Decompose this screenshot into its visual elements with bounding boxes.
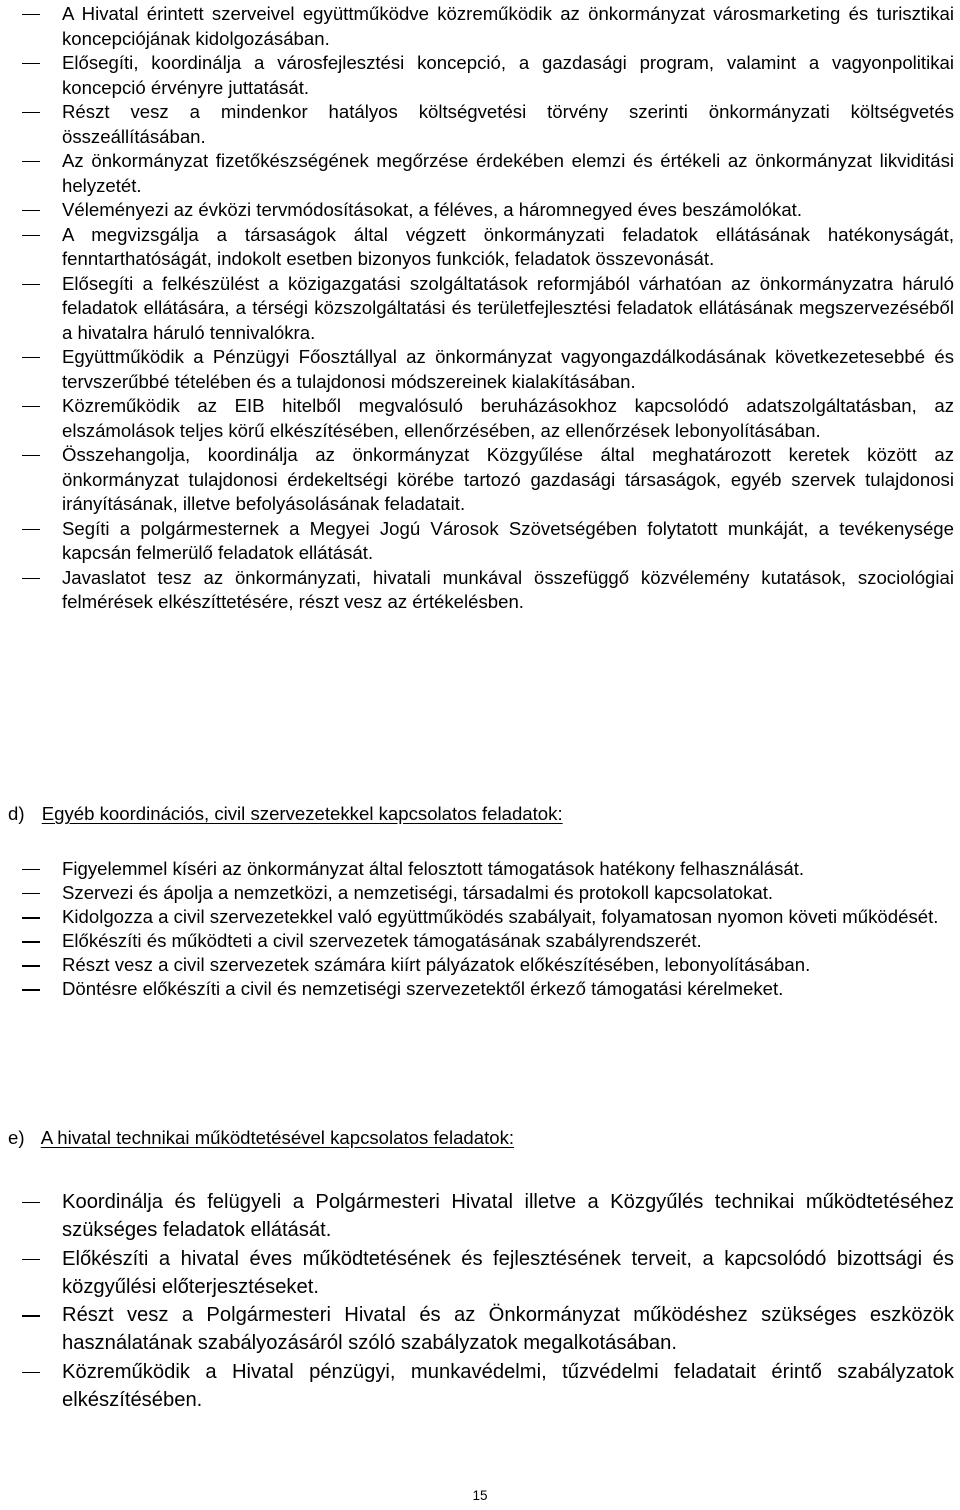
dash-bullet-icon [22, 941, 40, 942]
list-item-text: Koordinálja és felügyeli a Polgármesteri Hivatal illetve a Közgyűlés technikai működtetéséhez szükséges feladatok ellátását. [62, 1191, 954, 1242]
list-item-text: Részt vesz a mindenkor hatályos költségvetési törvény szerinti önkormányzati költségvetés összeállításában. [62, 101, 954, 147]
dash-bullet-icon [22, 1202, 40, 1203]
dash-bullet-icon [22, 63, 40, 64]
list-item-text: Az önkormányzat fizetőkészségének megőrzése érdekében elemzi és értékeli az önkormányzat likviditási helyzetét. [62, 150, 954, 196]
dash-bullet-icon [22, 893, 40, 894]
list-item-text: Véleményezi az évközi tervmódosításokat, a féléves, a háromnegyed éves beszámolókat. [62, 199, 803, 220]
dash-bullet-icon [22, 112, 40, 113]
list-item [0, 881, 958, 905]
list-item-text: Javaslatot tesz az önkormányzati, hivatali munkával összefüggő közvélemény kutatások, szociológiai felmérések elkészíttetésére, részt vesz az értékelésben. [62, 566, 954, 612]
list-item [0, 977, 958, 1001]
dash-bullet-icon [22, 284, 40, 285]
list-item [0, 1358, 958, 1415]
section-e-label: e) [8, 1127, 25, 1148]
list-item-text: Döntésre előkészíti a civil és nemzetiségi szervezetektől érkező támogatási kérelmeket. [62, 978, 784, 1000]
list-item-text: Kidolgozza a civil szervezetekkel való együttműködés szabályait, folyamatosan nyomon követi működését. [62, 906, 939, 928]
list-item-text: A Hivatal érintett szerveivel együttműködve közreműködik az önkormányzat városmarketing és turisztikai koncepciójának kidolgozásában. [62, 3, 954, 49]
list-item-text: Szervezi és ápolja a nemzetközi, a nemzetiségi, társadalmi és protokoll kapcsolatokat. [62, 882, 774, 904]
list-item-text: Közreműködik az EIB hitelből megvalósuló beruházásokhoz kapcsolódó adatszolgáltatásban, az elszámolások teljes körű elkészítésében, ellenőrzésében, az ellenőrzések lebonyolításában. [62, 395, 954, 441]
dash-bullet-icon [22, 357, 40, 358]
list-item [0, 149, 958, 198]
section-d-title: Egyéb koordinációs, civil szervezetekkel kapcsolatos feladatok: [41, 803, 563, 824]
dash-bullet-icon [22, 1259, 40, 1260]
list-item [0, 1188, 958, 1245]
list-item-text: Összehangolja, koordinálja az önkormányzat Közgyűlése által meghatározott keretek között az önkormányzat tulajdonosi érdekeltségi körébe tartozó gazdasági társaságok, egyéb szervek tulajdonosi irányításának, illetve befolyásolásának feladatait. [62, 444, 954, 514]
section-d-heading [8, 802, 563, 826]
list-item [0, 929, 958, 953]
list-item-text: Elősegíti a felkészülést a közigazgatási szolgáltatások reformjából várhatóan az önkormányzatra háruló feladatok ellátására, a térségi közszolgáltatási és területfejlesztési feladatok ellátásának megszervezéséből a hivatalra háruló tennivalókra. [62, 272, 954, 343]
dash-bullet-icon [22, 161, 40, 162]
list-item-text: Együttműködik a Pénzügyi Főosztállyal az önkormányzat vagyongazdálkodásának következetesebbé és tervszerűbbé tételében és a tulajdonosi módszereinek kialakításában. [62, 346, 954, 392]
list-item-text: Részt vesz a civil szervezetek számára kiírt pályázatok előkészítésében, lebonyolításában. [62, 954, 811, 976]
section-c-list [0, 2, 958, 615]
list-item-text: Figyelemmel kíséri az önkormányzat által felosztott támogatások hatékony felhasználását. [62, 858, 805, 879]
list-item [0, 100, 958, 149]
section-d-label: d) [8, 803, 25, 824]
list-item [0, 953, 958, 977]
dash-bullet-icon [22, 578, 40, 579]
section-d-list [0, 857, 958, 1002]
list-item [0, 394, 958, 443]
section-e-list [0, 1188, 958, 1414]
list-item [0, 517, 958, 566]
dash-bullet-icon [22, 1315, 40, 1316]
list-item-text: Közreműködik a Hivatal pénzügyi, munkavédelmi, tűzvédelmi feladatait érintő szabályzatok elkészítésében. [62, 1360, 954, 1412]
list-item [0, 51, 958, 100]
dash-bullet-icon [22, 965, 40, 966]
list-item [0, 223, 958, 272]
dash-bullet-icon [22, 235, 40, 236]
dash-bullet-icon [22, 529, 40, 530]
list-item-text: Előkészíti a hivatal éves működtetésének és fejlesztésének terveit, a kapcsolódó bizottsági és közgyűlési előterjesztéseket. [62, 1247, 954, 1298]
section-e-title: A hivatal technikai működtetésével kapcsolatos feladatok: [40, 1127, 515, 1148]
list-item [0, 1301, 958, 1358]
list-item [0, 198, 958, 223]
list-item [0, 1245, 958, 1302]
list-item [0, 566, 958, 615]
list-item-text: Segíti a polgármesternek a Megyei Jogú Városok Szövetségében folytatott munkáját, a tevékenysége kapcsán felmerülő feladatok ellátását. [62, 517, 954, 563]
list-item-text: Részt vesz a Polgármesteri Hivatal és az Önkormányzat működéshez szükséges eszközök használatának szabályozásáról szóló szabályzatok megalkotásában. [62, 1304, 954, 1355]
list-item [0, 272, 958, 346]
list-item-text: A megvizsgálja a társaságok által végzett önkormányzati feladatok ellátásának hatékonyságát, fenntarthatóságát, indokolt esetben bizonyos funkciók, feladatok összevonását. [62, 223, 954, 269]
list-item [0, 345, 958, 394]
section-e-heading [8, 1126, 514, 1150]
dash-bullet-icon [22, 406, 40, 407]
dash-bullet-icon [22, 917, 40, 918]
page-number: 15 [472, 1488, 488, 1503]
list-item-text: Elősegíti, koordinálja a városfejlesztési koncepció, a gazdasági program, valamint a vagyonpolitikai koncepció érvényre juttatását. [62, 52, 954, 98]
dash-bullet-icon [22, 1372, 40, 1373]
list-item [0, 905, 958, 929]
dash-bullet-icon [22, 869, 40, 870]
list-item-text: Előkészíti és működteti a civil szervezetek támogatásának szabályrendszerét. [62, 930, 702, 952]
dash-bullet-icon [22, 14, 40, 15]
list-item [0, 443, 958, 517]
dash-bullet-icon [22, 210, 40, 211]
dash-bullet-icon [22, 989, 40, 990]
dash-bullet-icon [22, 455, 40, 456]
list-item [0, 2, 958, 51]
list-item [0, 857, 958, 881]
